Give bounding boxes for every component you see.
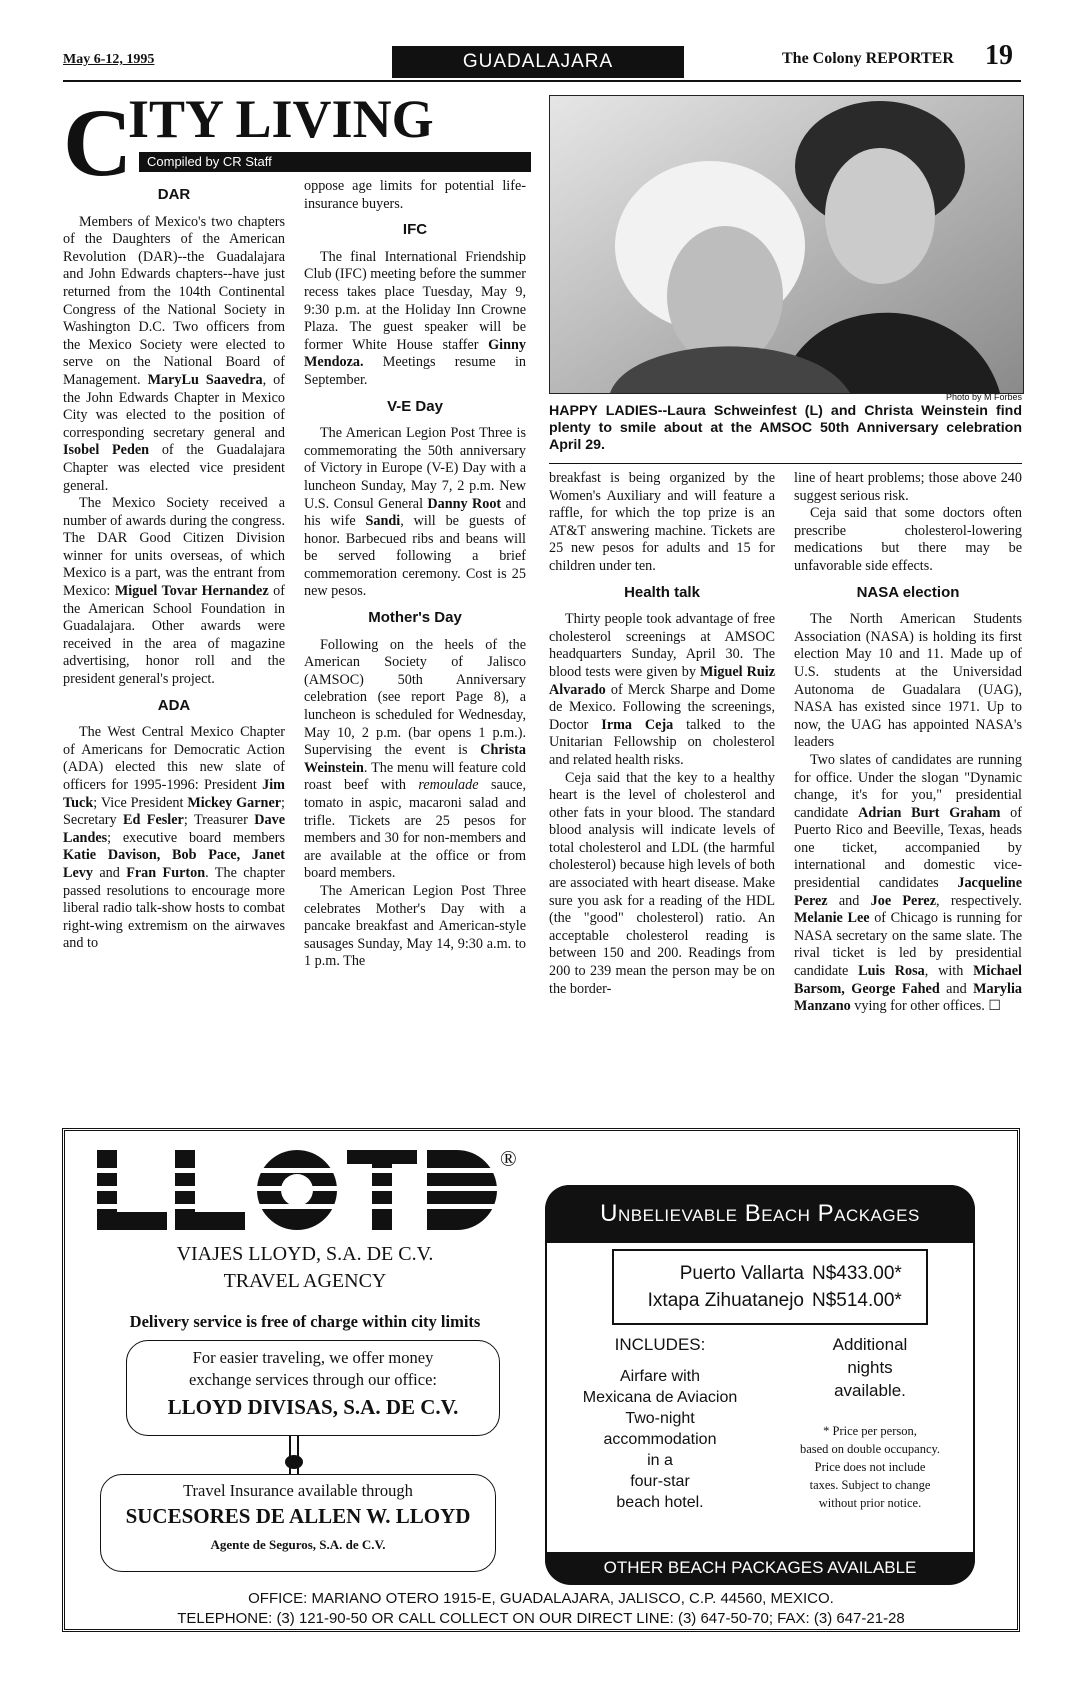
- health-paragraph-1: Thirty people took advantage of free cholesterol screenings at AMSOC headquarters Sunday, April 30. The blood tests were given by Miguel Ruiz Alvarado of Merck Sharpe and Dome de Mexico. Following the screenings, Doctor Irma Ceja talked to the Unitarian Fellowship on cholesterol and related health risks.: [549, 611, 776, 768]
- photo-credit: Photo by M Forbes: [945, 392, 1022, 402]
- telephone-line: TELEPHONE: (3) 121-90-50 OR CALL COLLECT ON OUR DIRECT LINE: (3) 647-50-70; FAX: (3) 647-21-28: [177, 1610, 905, 1627]
- heading-ada: ADA: [157, 696, 191, 714]
- photo-happy-ladies: [549, 95, 1024, 394]
- caption-rule: [549, 463, 1022, 464]
- title-initial: C: [63, 89, 133, 196]
- ve-day-paragraph: The American Legion Post Three is commemorating the 50th anniversary of Victory in Europe (V-E) Day with a luncheon Sunday, May 7, 2 p.m. New U.S. Consul General Danny Root and his wife Sandi, will be guests of honor. Barbecued ribs and beans will be served following a brief commemoration ceremony. Cost is 25 new pesos.: [304, 425, 526, 600]
- connector-graphic: [284, 1436, 304, 1474]
- dar-paragraph-1: Members of Mexico's two chapters of the Daughters of the American Revolution (DAR)--the Guadalajara and John Edwards chapters--have just returned from the 104th Continental Congress of the National Society in Washington D.C. Two officers from the Mexico Society were elected to serve on the National Board of Management. MaryLu Saavedra, of the John Edwards Chapter in Mexico City was elected to the position of corresponding secretary general and Isobel Peden of the Guadalajara Chapter was elected vice president general.: [63, 213, 286, 494]
- additional-line-3: available.: [834, 1381, 906, 1400]
- header-rule: [63, 80, 1021, 82]
- section-banner: GUADALAJARA: [392, 46, 684, 78]
- beach-packages-title: Unbelievable Beach Packages: [545, 1185, 975, 1243]
- insurance-line: Travel Insurance available through: [183, 1481, 413, 1500]
- price-note-2: based on double occupancy.: [799, 1442, 941, 1456]
- price-row: [624, 1287, 926, 1314]
- price-note-4: taxes. Subject to change: [809, 1478, 931, 1492]
- includes-line-6: four-star: [630, 1473, 690, 1490]
- newspaper-name: The Colony REPORTER: [782, 50, 954, 67]
- page-number: 19: [985, 40, 1013, 71]
- photo-illustration: [550, 96, 1023, 393]
- dar-paragraph-2: The Mexico Society received a number of awards during the congress. The DAR Good Citizen Division winner for units overseas, of which Mexico is a part, was the entrant from Mexico: Miguel Tovar Hernandez of the American School Foundation in Guadalajara. Other awards were received in the area of magazine advertising, honor roll and the president general's project.: [63, 495, 285, 688]
- price: N$514.00*: [812, 1290, 902, 1311]
- ada-paragraph: The West Central Mexico Chapter of Americans for Democratic Action (ADA) elected this new slate of officers for 1995-1996: President Jim Tuck; Vice President Mickey Garner; Secretary Ed Fesler; Treasurer Dave Landes; executive board members Katie Davison, Bob Pace, Janet Levy and Fran Furton. The chapter passed resolutions to encourage more liberal radio talk-show hosts to combat right-wing extremism on the airwaves and to: [63, 724, 285, 952]
- price-note-5: without prior notice.: [818, 1496, 922, 1510]
- column-2: [304, 178, 526, 971]
- exchange-line-1: For easier traveling, we offer money: [192, 1348, 434, 1367]
- price-note-1: * Price per person,: [823, 1424, 917, 1438]
- includes-line-1: Airfare with: [619, 1368, 701, 1385]
- health-continued: line of heart problems; those above 240 suggest serious risk.: [794, 470, 1022, 504]
- includes-line-7: beach hotel.: [616, 1494, 704, 1511]
- compiled-by-credit: Compiled by CR Staff: [139, 152, 531, 172]
- column-3: [549, 470, 775, 998]
- divisas-name: LLOYD DIVISAS, S.A. DE C.V.: [167, 1395, 459, 1419]
- heading-nasa-election: NASA election: [856, 583, 960, 601]
- price-row: [624, 1260, 926, 1287]
- price: N$433.00*: [812, 1263, 902, 1284]
- delivery-note: Delivery service is free of charge within city limits: [129, 1312, 481, 1331]
- company-name: VIAJES LLOYD, S.A. DE C.V.: [176, 1243, 434, 1265]
- includes-line-3: Two-night: [625, 1410, 695, 1427]
- includes-line-4: accommodation: [603, 1431, 717, 1448]
- mothers-day-paragraph-2: The American Legion Post Three celebrates Mother's Day with a pancake breakfast and American-style sausages Sunday, May 14, 9:30 a.m. to 1 p.m. The: [304, 882, 526, 970]
- price-list: [612, 1249, 928, 1325]
- mothers-day-paragraph-1: Following on the heels of the American Society of Jalisco (AMSOC) 50th Anniversary celebration (see report Page 8), a luncheon is scheduled for Wednesday, May 10, 2 p.m. (bar opens 1 p.m.). Supervising the event is Christa Weinstein. The menu will feature cold roast beef with remoulade sauce, tomato in aspic, macaroni salad and trifle. Tickets are 25 pesos for members and 30 for non-members and are available at the office or from board members.: [304, 636, 526, 882]
- lloyd-logo-graphic: [97, 1150, 497, 1230]
- includes-line-2: Mexicana de Aviacion: [582, 1389, 738, 1406]
- heading-ifc: IFC: [402, 221, 428, 239]
- heading-dar: DAR: [157, 186, 191, 203]
- other-packages-banner: OTHER BEACH PACKAGES AVAILABLE: [545, 1552, 975, 1584]
- additional-line-2: nights: [847, 1358, 893, 1377]
- mothers-day-continued: breakfast is being organized by the Women's Auxiliary and will feature a raffle, for which the top prize is an AT&T answering machine. Tickets are 25 new pesos for adults and 15 for children under ten.: [549, 470, 775, 574]
- lloyd-logo: [97, 1150, 497, 1230]
- heading-mothers-day: Mother's Day: [368, 609, 462, 627]
- heading-health-talk: Health talk: [624, 583, 700, 601]
- ifc-paragraph: The final International Friendship Club (IFC) meeting before the summer recess takes place Tuesday, May 9, 9:30 p.m. at the Holiday Inn Crowne Plaza. The guest speaker will be former White House staffer Ginny Mendoza. Meetings resume in September.: [304, 248, 526, 388]
- agency-label: TRAVEL AGENCY: [223, 1270, 387, 1292]
- includes-line-5: in a: [647, 1452, 673, 1469]
- health-paragraph-2: Ceja said that the key to a healthy heart is the level of cholesterol and other fats in your blood. The standard blood analysis will indicate levels of total cholesterol and LDL (the harmful cholesterol) because high levels of both are associated with heart disease. Make sure you ask for a reading of the HDL (the "good" cholesterol) ratio. An acceptable cholesterol reading is between 150 and 200. Readings from 200 to 239 mean the person may be on the border-: [549, 769, 775, 997]
- column-1: [63, 178, 285, 953]
- nasa-paragraph-1: The North American Students Association (NASA) is holding its first election May 10 and 11. Made up of U.S. students at the Universidad Autonoma de Guadalara (UAG), NASA has existed since 1971. Up to now, the UAG has appointed NASA's leaders: [794, 611, 1022, 751]
- connector-icon: [284, 1436, 304, 1474]
- destination: Puerto Vallarta: [679, 1263, 804, 1284]
- issue-date: May 6-12, 1995: [63, 52, 155, 67]
- additional-line-1: Additional: [832, 1335, 908, 1354]
- health-paragraph-3: Ceja said that some doctors often prescribe cholesterol-lowering medications but there may be unfavorable side effects.: [794, 505, 1022, 574]
- includes-label: INCLUDES:: [614, 1335, 706, 1354]
- sucesores-name: SUCESORES DE ALLEN W. LLOYD: [125, 1504, 471, 1528]
- destination: Ixtapa Zihuatanejo: [647, 1290, 804, 1311]
- photo-caption: HAPPY LADIES--Laura Schweinfest (L) and Christa Weinstein find plenty to smile about at the AMSOC 50th Anniversary celebration April 29.: [549, 403, 1022, 453]
- nasa-paragraph-2: Two slates of candidates are running for office. Under the slogan "Dynamic change, it's for you," presidential candidate Adrian Burt Graham of Puerto Rico and Beeville, Texas, heads one ticket, accompanied by international and domestic vice-presidential candidates Jacqueline Perez and Joe Perez, respectively. Melanie Lee of Chicago is running for NASA secretary on the same slate. The rival ticket is led by presidential candidate Luis Rosa, with Michael Barsom, George Fahed and Marylia Manzano vying for other offices. ☐: [794, 751, 1022, 1015]
- exchange-line-2: exchange services through our office:: [188, 1370, 437, 1389]
- office-address: OFFICE: MARIANO OTERO 1915-E, GUADALAJARA, JALISCO, C.P. 44560, MEXICO.: [248, 1590, 834, 1607]
- page-title: ITY LIVING: [128, 89, 434, 149]
- registered-mark: ®: [500, 1146, 517, 1171]
- agente-label: Agente de Seguros, S.A. de C.V.: [210, 1537, 386, 1552]
- column-4: [794, 470, 1022, 1016]
- ada-continued: oppose age limits for potential life-insurance buyers.: [304, 178, 526, 212]
- heading-ve-day: V-E Day: [387, 397, 443, 415]
- price-note-3: Price does not include: [814, 1460, 926, 1474]
